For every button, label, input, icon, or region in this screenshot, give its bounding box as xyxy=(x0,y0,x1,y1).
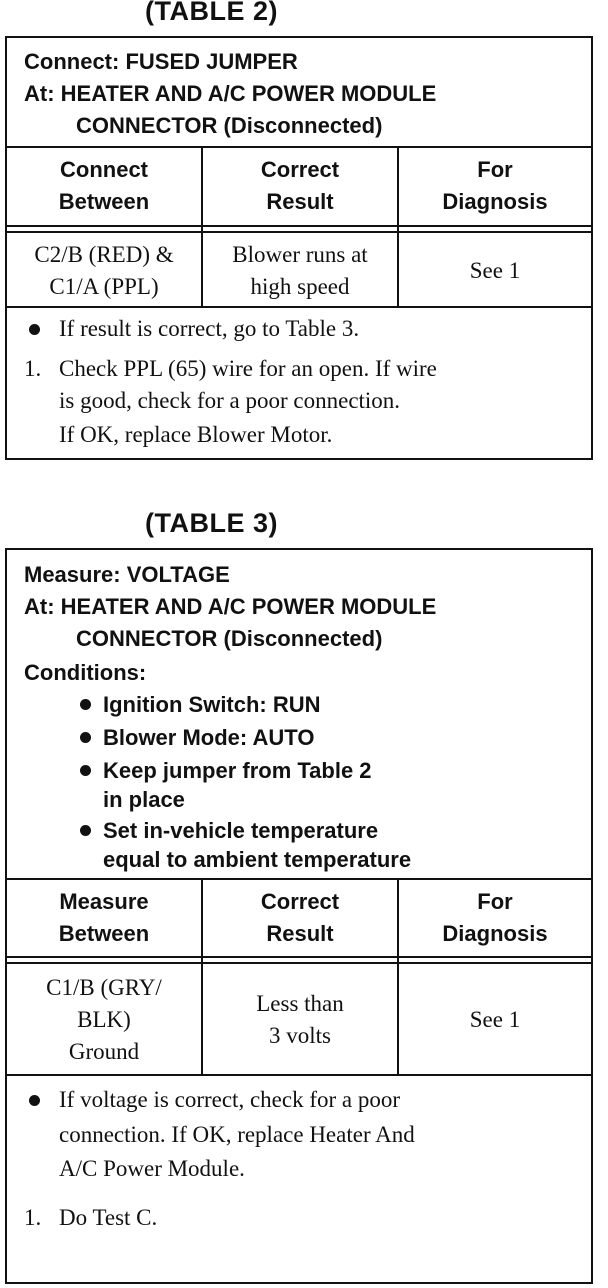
table3-note-bullet-line2: connection. If OK, replace Heater And xyxy=(59,1122,415,1147)
table2-title: (TABLE 2) xyxy=(145,0,278,26)
table2-note1-line1: Check PPL (65) wire for an open. If wire xyxy=(59,356,437,381)
table3-header-col1: Measure Between xyxy=(58,889,150,946)
table2-note1-number: 1. xyxy=(24,356,42,381)
table3-double-rule-b xyxy=(5,962,593,964)
table2-cell-diagnosis: See 1 xyxy=(469,258,521,283)
table3-conditions-label: Conditions: xyxy=(24,660,147,685)
table2-cell-correct-result: Blower runs at high speed xyxy=(232,242,368,299)
table2-note-bullet: If result is correct, go to Table 3. xyxy=(59,316,360,341)
table2-at-line2: CONNECTOR (Disconnected) xyxy=(76,113,383,138)
table3-cell-diagnosis: See 1 xyxy=(469,1007,521,1032)
table2-connect-line: Connect: FUSED JUMPER xyxy=(24,49,298,74)
table2-header-col2: Correct Result xyxy=(260,157,340,214)
condition-temperature-line2: equal to ambient temperature xyxy=(103,847,412,872)
table2-header-col3: For Diagnosis xyxy=(442,157,548,214)
table3-divider-top xyxy=(5,878,593,880)
table3-at-line2: CONNECTOR (Disconnected) xyxy=(76,626,383,651)
table3-note1-text: Do Test C. xyxy=(59,1205,158,1230)
table3-at-line1: At: HEATER AND A/C POWER MODULE xyxy=(24,594,437,619)
table3-note-bullet-line1: If voltage is correct, check for a poor xyxy=(59,1087,401,1112)
table3-header-col2: Correct Result xyxy=(260,889,340,946)
table2-bullet-icon xyxy=(29,324,40,335)
condition-bullet-icon xyxy=(80,732,91,743)
condition-temperature-line1: Set in-vehicle temperature xyxy=(103,818,379,843)
table2-header-col1: Connect Between xyxy=(58,157,150,214)
table2-note1-line2: is good, check for a poor connection. xyxy=(59,388,401,413)
table3-measure-line: Measure: VOLTAGE xyxy=(24,562,230,587)
table3-note1-number: 1. xyxy=(24,1205,42,1230)
condition-bullet-icon xyxy=(80,699,91,710)
condition-keep-jumper-line2: in place xyxy=(103,787,185,812)
table2-divider-notes xyxy=(5,306,593,308)
condition-bullet-icon xyxy=(80,825,91,836)
table3-cell-correct-result: Less than 3 volts xyxy=(256,991,344,1048)
condition-keep-jumper-line1: Keep jumper from Table 2 xyxy=(103,758,372,783)
table2-cell-connect-between: C2/B (RED) & C1/A (PPL) xyxy=(34,242,174,299)
table2-double-rule-a xyxy=(5,225,593,227)
table3-double-rule-a xyxy=(5,956,593,958)
table3-bullet-icon xyxy=(29,1095,40,1106)
condition-blower-mode: Blower Mode: AUTO xyxy=(103,725,315,750)
condition-bullet-icon xyxy=(80,765,91,776)
table3-title: (TABLE 3) xyxy=(145,508,278,538)
table3-divider-notes xyxy=(5,1074,593,1076)
condition-ignition: Ignition Switch: RUN xyxy=(103,692,321,717)
table3-cell-measure-between: C1/B (GRY/ BLK) Ground xyxy=(46,975,162,1064)
table2-at-line1: At: HEATER AND A/C POWER MODULE xyxy=(24,81,437,106)
table3-header-col3: For Diagnosis xyxy=(442,889,548,946)
table2-divider-top xyxy=(5,146,593,148)
table3-note-bullet-line3: A/C Power Module. xyxy=(59,1156,245,1181)
table2-note1-line3: If OK, replace Blower Motor. xyxy=(59,422,333,447)
table2-double-rule-b xyxy=(5,231,593,233)
